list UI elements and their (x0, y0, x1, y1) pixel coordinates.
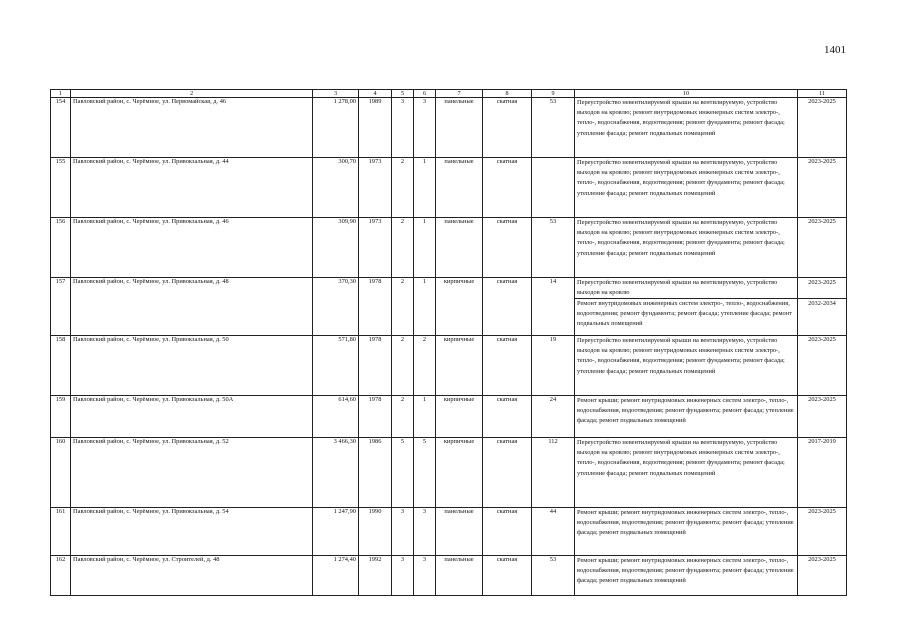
table-row (51, 98, 847, 158)
page-number: 1401 (824, 44, 846, 56)
roof-type-cell: скатная (483, 158, 532, 218)
floors-cell: 3 (392, 508, 414, 556)
works-cell (575, 278, 798, 336)
row-number: 158 (51, 336, 71, 396)
apartments-cell (532, 158, 575, 218)
address-cell: Павловский район, с. Черёмное, ул. Привокзальная, д. 44 (71, 158, 313, 218)
wall-material-cell: панельные (436, 218, 483, 278)
apartments-cell: 14 (532, 278, 575, 336)
apartments-cell: 53 (532, 218, 575, 278)
address-cell: Павловский район, с. Черёмное, ул. Строителей, д. 48 (71, 556, 313, 596)
wall-material-cell: кирпичные (436, 438, 483, 508)
term-cell: 2023-2025 (798, 556, 847, 596)
area-cell: 3 466,30 (313, 438, 359, 508)
year-cell: 1973 (359, 218, 392, 278)
term-cell: 2023-2025 (798, 218, 847, 278)
column-number: 11 (798, 90, 847, 98)
apartments-cell: 53 (532, 98, 575, 158)
column-number: 7 (436, 90, 483, 98)
column-number: 2 (71, 90, 313, 98)
entrances-cell: 1 (414, 278, 436, 336)
works-cell: Переустройство невентилируемой крыши на вентилируемую, устройство выходов на кровлю; ремонт внутридомовых инженерных систем электро-, тепло-, водоснабжения, водоотведения; ремонт фундамента; ремонт фасада; утепление фасада; ремонт подвальных помещений (575, 158, 798, 218)
roof-type-cell: скатная (483, 508, 532, 556)
entrances-cell: 5 (414, 438, 436, 508)
entrances-cell: 3 (414, 508, 436, 556)
entrances-cell: 1 (414, 158, 436, 218)
wall-material-cell: панельные (436, 508, 483, 556)
works-cell: Ремонт крыши; ремонт внутридомовых инженерных систем электро-, тепло-, водоснабжения, водоотведения; ремонт фундамента; ремонт фасада; утепление фасада; ремонт подвальных помещений (575, 556, 798, 596)
area-cell: 1 278,00 (313, 98, 359, 158)
floors-cell: 2 (392, 158, 414, 218)
year-cell: 1992 (359, 556, 392, 596)
address-cell: Павловский район, с. Черёмное, ул. Привокзальная, д. 50 (71, 336, 313, 396)
year-cell: 1978 (359, 396, 392, 438)
row-number: 162 (51, 556, 71, 596)
term-text: 2032-2034 (808, 300, 836, 307)
works-cell: Переустройство невентилируемой крыши на вентилируемую, устройство выходов на кровлю; ремонт внутридомовых инженерных систем электро-, тепло-, водоснабжения, водоотведения; ремонт фундамента; ремонт фасада; утепление фасада; ремонт подвальных помещений (575, 438, 798, 508)
roof-type-cell: скатная (483, 556, 532, 596)
address-cell: Павловский район, с. Черёмное, ул. Привокзальная, д. 54 (71, 508, 313, 556)
year-cell: 1973 (359, 158, 392, 218)
floors-cell: 2 (392, 336, 414, 396)
works-cell: Переустройство невентилируемой крыши на вентилируемую, устройство выходов на кровлю; ремонт внутридомовых инженерных систем электро-, тепло-, водоснабжения, водоотведения; ремонт фундамента; ремонт фасада; утепление фасада; ремонт подвальных помещений (575, 218, 798, 278)
entrances-cell: 1 (414, 396, 436, 438)
table-row (51, 438, 847, 508)
works-cell: Переустройство невентилируемой крыши на вентилируемую, устройство выходов на кровлю; ремонт внутридомовых инженерных систем электро-, тепло-, водоснабжения, водоотведения; ремонт фундамента; ремонт фасада; утепление фасада; ремонт подвальных помещений (575, 98, 798, 158)
area-cell: 370,30 (313, 278, 359, 336)
wall-material-cell: панельные (436, 98, 483, 158)
table-row (51, 396, 847, 438)
apartments-cell: 19 (532, 336, 575, 396)
column-number-row (51, 90, 847, 98)
works-cell: Ремонт крыши; ремонт внутридомовых инженерных систем электро-, тепло-, водоснабжения, водоотведения; ремонт фундамента; ремонт фасада; утепление фасада; ремонт подвальных помещений (575, 396, 798, 438)
entrances-cell: 3 (414, 98, 436, 158)
area-cell: 614,60 (313, 396, 359, 438)
year-cell: 1989 (359, 98, 392, 158)
term-cell: 2023-2025 (798, 508, 847, 556)
area-cell: 300,70 (313, 158, 359, 218)
apartments-cell: 53 (532, 556, 575, 596)
address-cell: Павловский район, с. Черёмное, ул. Привокзальная, д. 46 (71, 218, 313, 278)
apartments-cell: 112 (532, 438, 575, 508)
year-cell: 1986 (359, 438, 392, 508)
table-row (51, 218, 847, 278)
roof-type-cell: скатная (483, 98, 532, 158)
column-number: 4 (359, 90, 392, 98)
table-row (51, 556, 847, 596)
area-cell: 1 247,90 (313, 508, 359, 556)
term-cell (798, 278, 847, 336)
address-cell: Павловский район, с. Черёмное, ул. Привокзальная, д. 48 (71, 278, 313, 336)
works-text: Переустройство невентилируемой крыши на вентилируемую, устройство выходов на кровлю (575, 278, 797, 299)
works-cell: Переустройство невентилируемой крыши на вентилируемую, устройство выходов на кровлю; ремонт внутридомовых инженерных систем электро-, тепло-, водоснабжения, водоотведения; ремонт фундамента; ремонт фасада; утепление фасада; ремонт подвальных помещений (575, 336, 798, 396)
row-number: 156 (51, 218, 71, 278)
housing-register-table (50, 89, 847, 596)
table-row (51, 336, 847, 396)
address-cell: Павловский район, с. Черёмное, ул. Привокзальная, д. 52 (71, 438, 313, 508)
area-cell: 571,80 (313, 336, 359, 396)
apartments-cell: 44 (532, 508, 575, 556)
table-row (51, 158, 847, 218)
floors-cell: 2 (392, 218, 414, 278)
floors-cell: 2 (392, 278, 414, 336)
column-number: 10 (575, 90, 798, 98)
row-number: 157 (51, 278, 71, 336)
floors-cell: 3 (392, 556, 414, 596)
floors-cell: 2 (392, 396, 414, 438)
term-cell: 2023-2025 (798, 98, 847, 158)
apartments-cell: 24 (532, 396, 575, 438)
row-number: 160 (51, 438, 71, 508)
column-number: 3 (313, 90, 359, 98)
row-number: 159 (51, 396, 71, 438)
column-number: 1 (51, 90, 71, 98)
term-text: 2023-2025 (798, 278, 846, 299)
wall-material-cell: кирпичные (436, 278, 483, 336)
works-text: Ремонт внутридомовых инженерных систем электро-, тепло-, водоснабжения, водоотведения; ремонт фундамента; ремонт фасада; утепление фасада; ремонт подвальных помещений (577, 300, 792, 328)
term-cell: 2017-2019 (798, 438, 847, 508)
roof-type-cell: скатная (483, 218, 532, 278)
address-cell: Павловский район, с. Черёмное, ул. Первомайская, д. 46 (71, 98, 313, 158)
roof-type-cell: скатная (483, 438, 532, 508)
year-cell: 1978 (359, 278, 392, 336)
row-number: 161 (51, 508, 71, 556)
table-row (51, 278, 847, 336)
entrances-cell: 1 (414, 218, 436, 278)
floors-cell: 5 (392, 438, 414, 508)
year-cell: 1990 (359, 508, 392, 556)
row-number: 155 (51, 158, 71, 218)
term-cell: 2023-2025 (798, 158, 847, 218)
floors-cell: 3 (392, 98, 414, 158)
roof-type-cell: скатная (483, 396, 532, 438)
works-cell: Ремонт крыши; ремонт внутридомовых инженерных систем электро-, тепло-, водоснабжения, водоотведения; ремонт фундамента; ремонт фасада; утепление фасада; ремонт подвальных помещений (575, 508, 798, 556)
column-number: 5 (392, 90, 414, 98)
wall-material-cell: кирпичные (436, 396, 483, 438)
term-cell: 2023-2025 (798, 336, 847, 396)
column-number: 8 (483, 90, 532, 98)
roof-type-cell: скатная (483, 278, 532, 336)
entrances-cell: 3 (414, 556, 436, 596)
wall-material-cell: панельные (436, 158, 483, 218)
area-cell: 1 274,40 (313, 556, 359, 596)
column-number: 6 (414, 90, 436, 98)
area-cell: 309,90 (313, 218, 359, 278)
wall-material-cell: кирпичные (436, 336, 483, 396)
row-number: 154 (51, 98, 71, 158)
roof-type-cell: скатная (483, 336, 532, 396)
year-cell: 1978 (359, 336, 392, 396)
address-cell: Павловский район, с. Черёмное, ул. Привокзальная, д. 50А (71, 396, 313, 438)
entrances-cell: 2 (414, 336, 436, 396)
column-number: 9 (532, 90, 575, 98)
term-cell: 2023-2025 (798, 396, 847, 438)
table-row (51, 508, 847, 556)
wall-material-cell: панельные (436, 556, 483, 596)
